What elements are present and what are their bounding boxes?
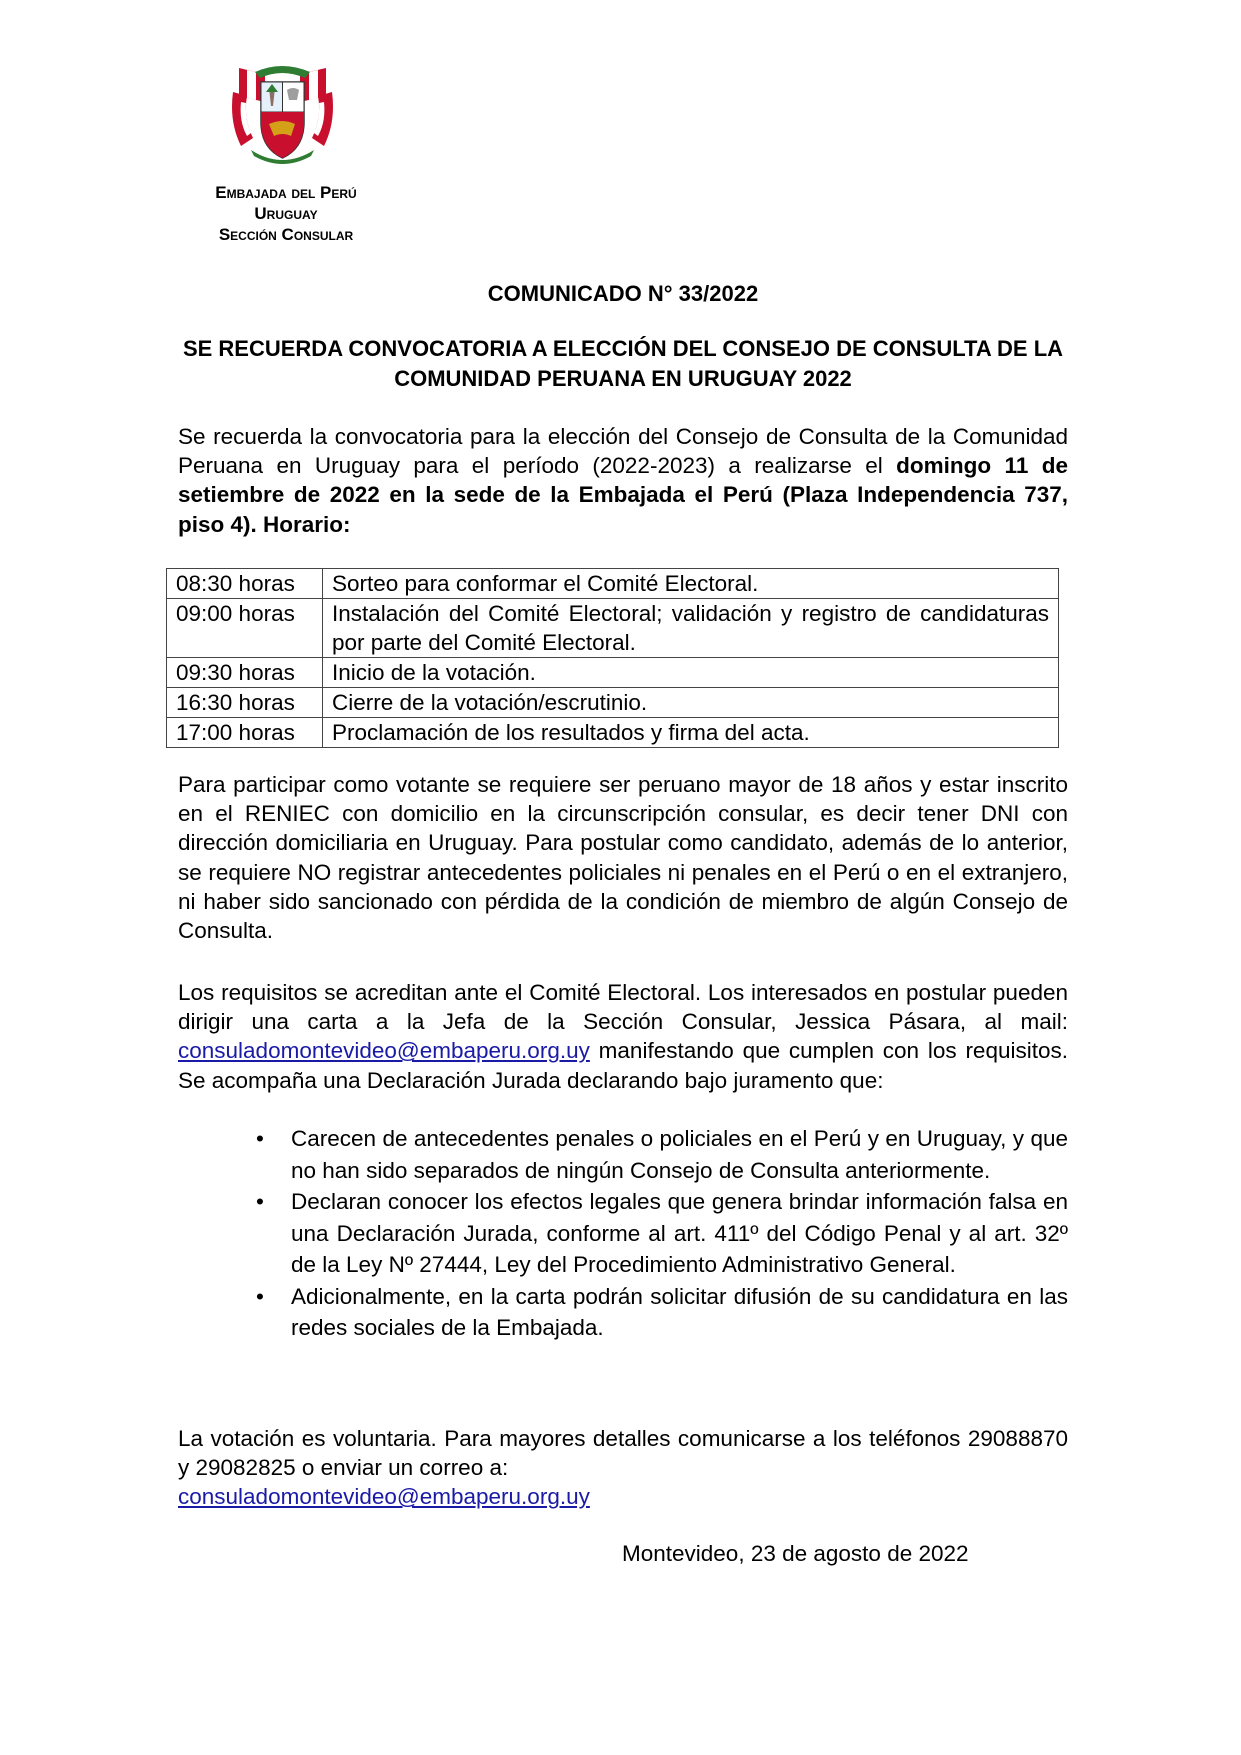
table-row bbox=[167, 658, 1059, 688]
intro-text: Se recuerda la convocatoria para la elección del Consejo de Consulta de la Comunidad Peruana en Uruguay para el período (2022-2023) a realizarse el bbox=[178, 424, 1068, 479]
requirements-text-before: Los requisitos se acreditan ante el Comité Electoral. Los interesados en postular pueden dirigir una carta a la Jefa de la Sección Consular, Jessica Pásara, al mail: bbox=[178, 980, 1068, 1035]
contact-email-link[interactable]: consuladomontevideo@embaperu.org.uy bbox=[178, 1484, 590, 1510]
intro-paragraph bbox=[178, 422, 1068, 539]
eligibility-paragraph: Para participar como votante se requiere ser peruano mayor de 18 años y estar inscrito en el RENIEC con domicilio en la circunscripción consular, es decir tener DNI con dirección domiciliaria en Uruguay. Para postular como candidato, además de lo anterior, se requiere NO registrar antecedentes policiales ni penales en el Perú o en el extranjero, ni haber sido sancionado con pérdida de la condición de miembro de algún Consejo de Consulta. bbox=[178, 772, 1068, 944]
org-country: Uruguay bbox=[254, 204, 318, 223]
closing-paragraph bbox=[178, 1424, 1068, 1512]
requirements-paragraph bbox=[178, 978, 1068, 1095]
schedule-time: 17:00 horas bbox=[167, 718, 323, 748]
list-item-text: Adicionalmente, en la carta podrán solicitar difusión de su candidatura en las redes sociales de la Embajada. bbox=[291, 1283, 1068, 1340]
org-section: Sección Consular bbox=[218, 225, 354, 244]
communique-subject: SE RECUERDA CONVOCATORIA A ELECCIÓN DEL CONSEJO DE CONSULTA DE LA COMUNIDAD PERUANA EN URUGUAY 2022 bbox=[182, 336, 1064, 391]
intro-bold-text: domingo 11 de setiembre de 2022 en la sede de la Embajada el Perú (Plaza Independencia 737, piso 4). Horario: bbox=[178, 453, 1068, 537]
consulate-email-link[interactable]: consuladomontevideo@embaperu.org.uy bbox=[178, 1038, 590, 1064]
schedule-time: 08:30 horas bbox=[167, 569, 323, 599]
communique-number: COMUNICADO N° 33/2022 bbox=[487, 281, 759, 306]
list-item bbox=[178, 1281, 1068, 1344]
closing-text: La votación es voluntaria. Para mayores detalles comunicarse a los teléfonos 29088870 y 29082825 o enviar un correo a: bbox=[178, 1426, 1068, 1481]
schedule-activity: Instalación del Comité Electoral; validación y registro de candidaturas por parte del Comité Electoral. bbox=[323, 599, 1059, 658]
list-item-text: Declaran conocer los efectos legales que genera brindar información falsa en una Declaración Jurada, conforme al art. 411º del Código Penal y al art. 32º de la Ley Nº 27444, Ley del Procedimiento Administrativo General. bbox=[291, 1189, 1068, 1277]
schedule-activity: Cierre de la votación/escrutinio. bbox=[323, 688, 1059, 718]
schedule-time: 16:30 horas bbox=[167, 688, 323, 718]
schedule-activity: Sorteo para conformar el Comité Electoral. bbox=[323, 569, 1059, 599]
table-row bbox=[167, 718, 1059, 748]
list-item-text: Carecen de antecedentes penales o policiales en el Perú y en Uruguay, y que no han sido separados de ningún Consejo de Consulta anteriormente. bbox=[291, 1126, 1068, 1183]
table-row bbox=[167, 688, 1059, 718]
table-row bbox=[167, 599, 1059, 658]
coat-of-arms-emblem bbox=[225, 62, 340, 170]
schedule-time: 09:00 horas bbox=[167, 599, 323, 658]
schedule-activity: Inicio de la votación. bbox=[323, 658, 1059, 688]
requirements-text-after: manifestando que cumplen con los requisitos. Se acompaña una Declaración Jurada declarando bajo juramento que: bbox=[178, 1038, 1068, 1093]
bullet-icon: • bbox=[256, 1126, 264, 1151]
bullet-icon: • bbox=[256, 1283, 264, 1309]
place-and-date: Montevideo, 23 de agosto de 2022 bbox=[622, 1541, 969, 1566]
bullet-icon: • bbox=[256, 1189, 264, 1214]
issuing-office bbox=[170, 182, 402, 245]
list-item bbox=[178, 1186, 1068, 1281]
schedule-time: 09:30 horas bbox=[167, 658, 323, 688]
list-item bbox=[178, 1123, 1068, 1186]
schedule-activity: Proclamación de los resultados y firma del acta. bbox=[323, 718, 1059, 748]
schedule-table bbox=[166, 568, 1059, 748]
table-row bbox=[167, 569, 1059, 599]
declaration-list bbox=[178, 1123, 1068, 1344]
org-embassy: Embajada del Perú bbox=[215, 183, 357, 202]
